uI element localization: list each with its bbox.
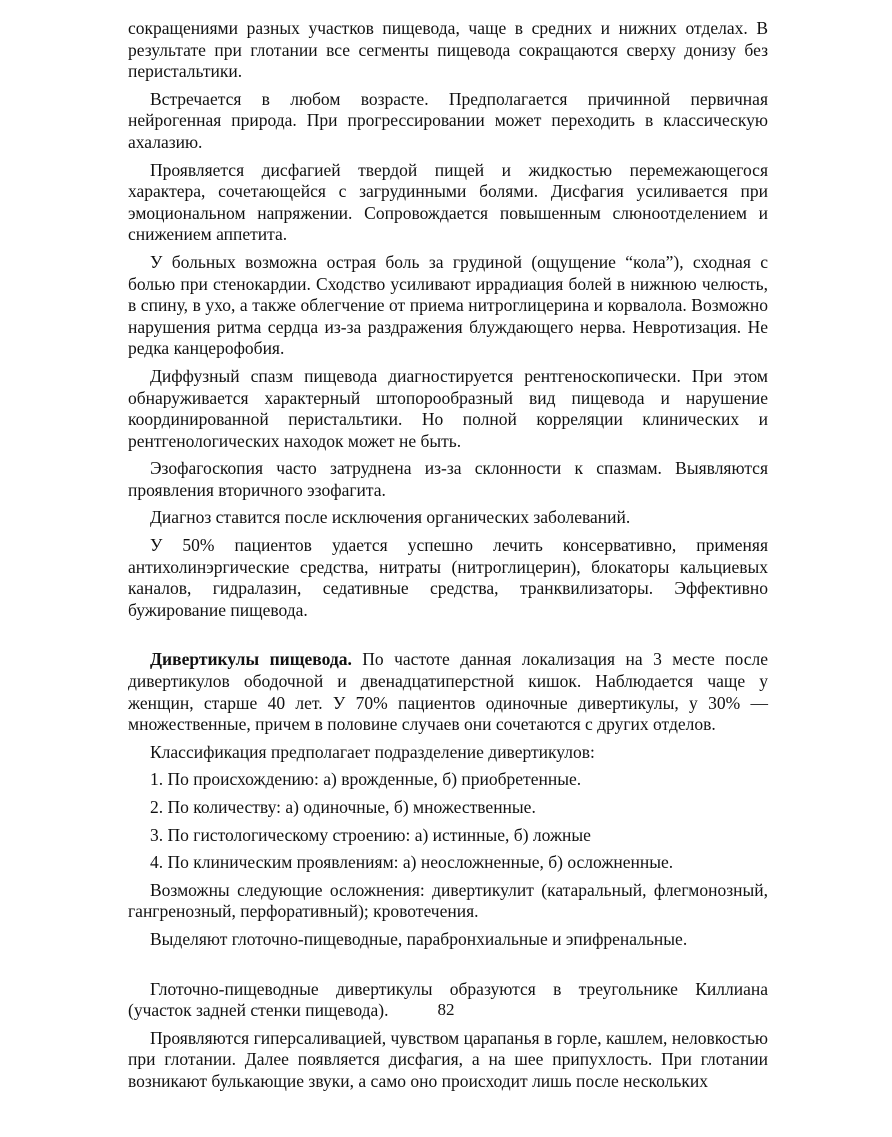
- paragraph: Глоточно-пищеводные дивертикулы образуются в треугольнике Киллиана (участок задней стенки пищевода).: [128, 978, 768, 1021]
- paragraph-continuation: сокращениями разных участков пищевода, чаще в средних и нижних отделах. В результате при глотании все сегменты пищевода сокращаются сверху донизу без перистальтики.: [128, 18, 768, 82]
- section-intro-text: По частоте данная локализация на 3 месте после дивертикулов ободочной и двенадцатиперстной кишок. Наблюдается чаще у женщин, старше 40 лет. У 70% пациентов одиночные дивертикулы, у 30% — множественные, причем в половине случаев они сочетаются с других отделов.: [128, 649, 768, 735]
- complications-paragraph: Возможны следующие осложнения: дивертикулит (катаральный, флегмонозный, гангренозный, перфоративный); кровотечения.: [128, 879, 768, 922]
- paragraph: Эзофагоскопия часто затруднена из-за склонности к спазмам. Выявляются проявления вторичного эзофагита.: [128, 458, 768, 500]
- page-content: [128, 18, 768, 1099]
- paragraph: У 50% пациентов удается успешно лечить консервативно, применяя антихолинэргические средства, нитраты (нитроглицерин), блокаторы кальциевых каналов, гидралазин, седативные средства, транквилизаторы. Эффективно бужирование пищевода.: [128, 535, 768, 620]
- classification-intro: Классификация предполагает подразделение дивертикулов:: [150, 741, 595, 762]
- paragraph: Диффузный спазм пищевода диагностируется рентгеноскопически. При этом обнаруживается характерный штопорообразный вид пищевода и нарушение координированной перистальтики. Но полной корреляции клинических и рентгенологических находок может не быть.: [128, 365, 768, 451]
- classification-item: 1. По происхождению: а) врожденные, б) приобретенные.: [150, 769, 582, 790]
- types-paragraph: Выделяют глоточно-пищеводные, парабронхиальные и эпифренальные.: [150, 928, 688, 949]
- diverticula-intro-paragraph: [128, 649, 768, 735]
- paragraph: Диагноз ставится после исключения органических заболеваний.: [150, 507, 631, 528]
- paragraph: Проявляются гиперсаливацией, чувством царапанья в горле, кашлем, неловкостью при глотании. Далее появляется дисфагия, а на шее припухлость. При глотании возникают булькающие звуки, а само оно происходит лишь после нескольких: [128, 1027, 768, 1091]
- classification-item: 3. По гистологическому строению: а) истинные, б) ложные: [150, 824, 591, 845]
- classification-item: 4. По клиническим проявлениям: а) неосложненные, б) осложненные.: [150, 852, 674, 873]
- section-spacer: [128, 627, 768, 649]
- section-heading: Дивертикулы пищевода.: [150, 649, 352, 670]
- paragraph: Проявляется дисфагией твердой пищей и жидкостью перемежающегося характера, сочетающейся с загрудинными болями. Дисфагия усиливается при эмоциональном напряжении. Сопровождается повышенным слюноотделением и снижением аппетита.: [128, 159, 768, 245]
- paragraph: Встречается в любом возрасте. Предполагается причинной первичная нейрогенная природа. При прогрессировании может переходить в классическую ахалазию.: [128, 88, 768, 152]
- paragraph: У больных возможна острая боль за грудиной (ощущение “кола”), сходная с болью при стенокардии. Сходство усиливают иррадиация болей в нижнюю челюсть, в спину, в ухо, а также облегчение от приема нитроглицерина и корвалола. Возможно нарушения ритма сердца из-за раздражения блуждающего нерва. Невротизация. Не редка канцерофобия.: [128, 251, 768, 359]
- classification-item: 2. По количеству: а) одиночные, б) множественные.: [150, 797, 536, 817]
- page-number: 82: [437, 1000, 455, 1019]
- section-spacer: [128, 957, 768, 979]
